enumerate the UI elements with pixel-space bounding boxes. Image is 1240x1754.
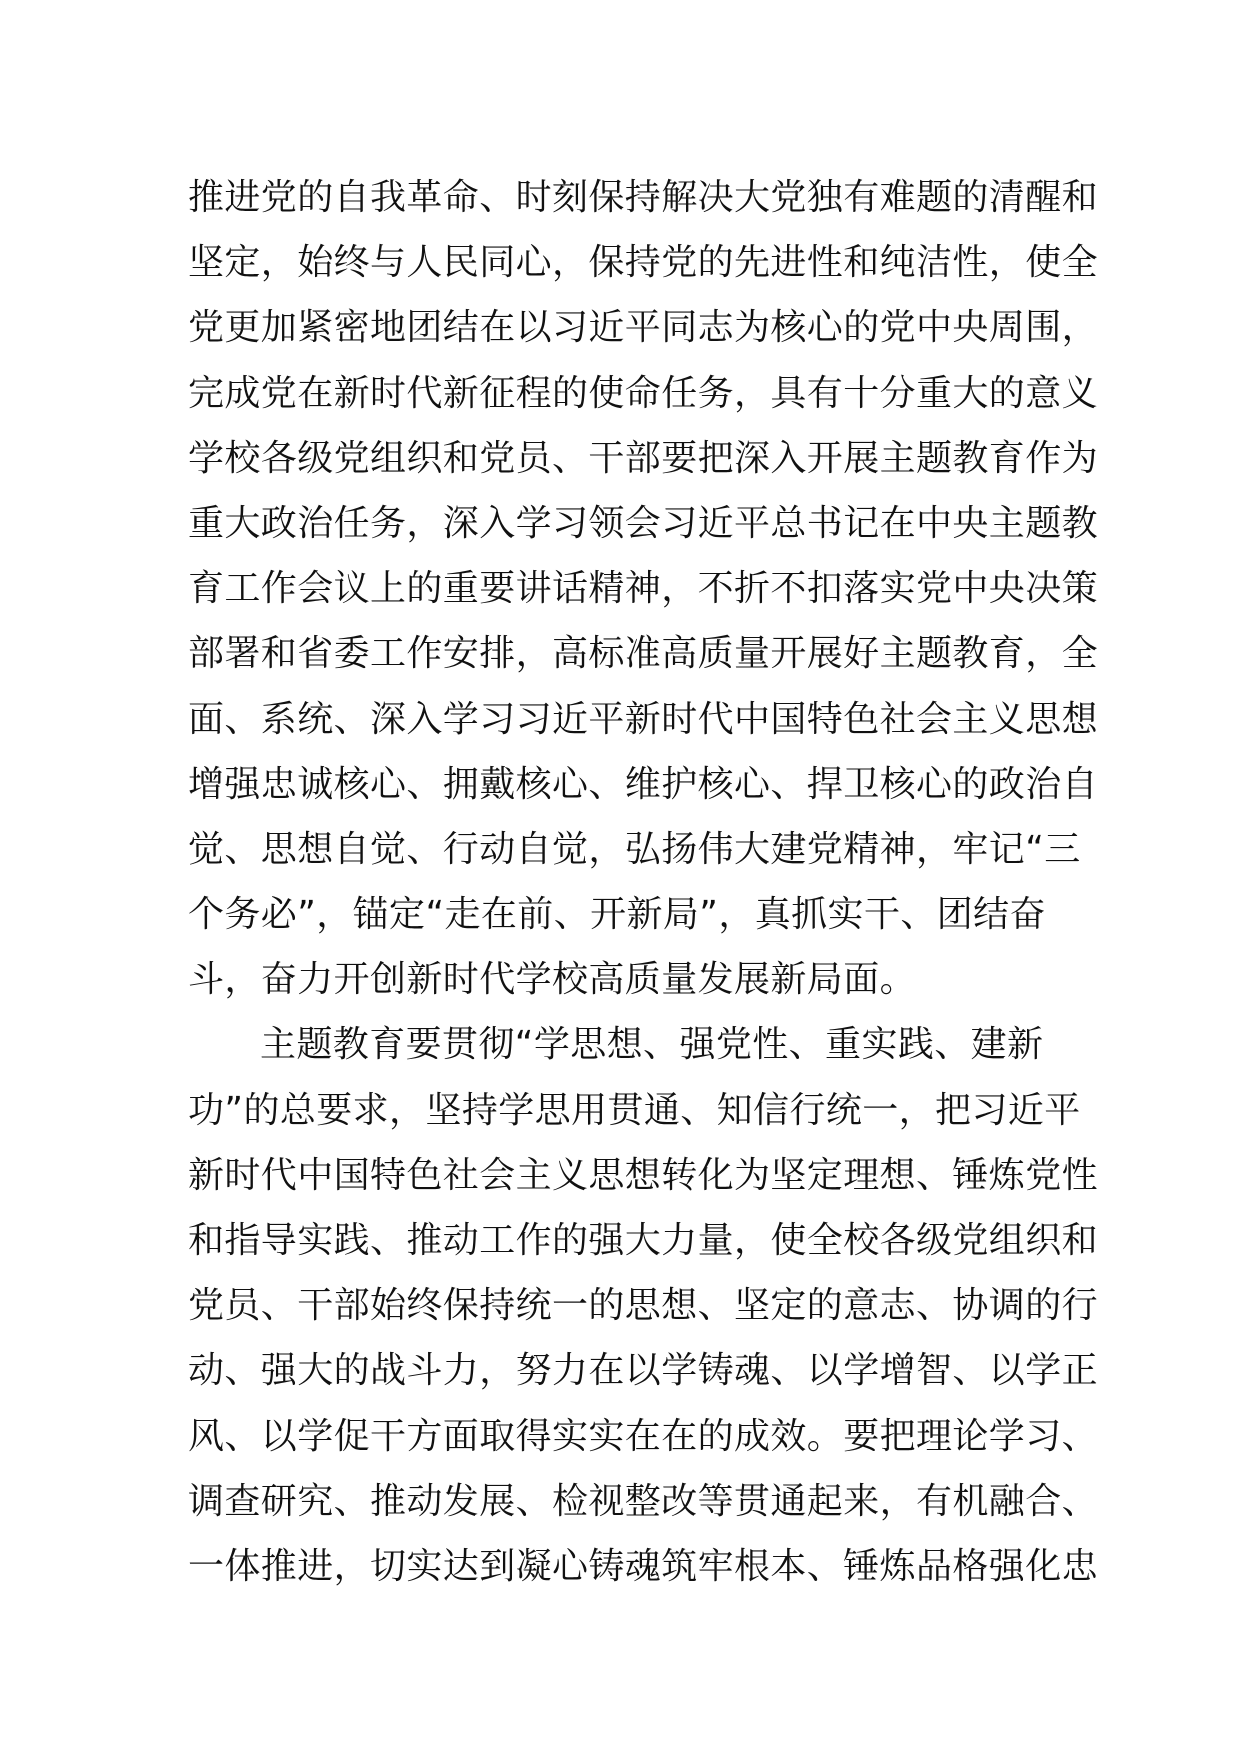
text-line: 育工作会议上的重要讲话精神，不折不扣落实党中央决策 <box>188 568 1099 610</box>
text-line: 重大政治任务，深入学习领会习近平总书记在中央主题教 <box>188 502 1099 544</box>
text-line: 推进党的自我革命、时刻保持解决大党独有难题的清醒和 <box>188 177 1099 218</box>
text-line: 党员、干部始终保持统一的思想、坚定的意志、协调的行 <box>188 1285 1099 1327</box>
paragraph-first-line: 主题教育要贯彻“学思想、强党性、重实践、建新 <box>260 1024 1044 1066</box>
text-line: 学校各级党组织和党员、干部要把深入开展主题教育作为 <box>188 437 1099 479</box>
text-line: 一体推进，切实达到凝心铸魂筑牢根本、锤炼品格强化忠 <box>188 1545 1099 1587</box>
text-line: 新时代中国特色社会主义思想转化为坚定理想、锤炼党性 <box>188 1154 1099 1196</box>
text-line: 增强忠诚核心、拥戴核心、维护核心、捍卫核心的政治自 <box>188 763 1099 805</box>
text-line: 个务必”，锚定“走在前、开新局”，真抓实干、团结奋 <box>188 894 1046 936</box>
text-line: 党更加紧密地团结在以习近平同志为核心的党中央周围， <box>188 307 1099 349</box>
text-line: 觉、思想自觉、行动自觉，弘扬伟大建党精神，牢记“三 <box>188 828 1081 870</box>
text-line: 完成党在新时代新征程的使命任务，具有十分重大的意义 <box>188 372 1099 414</box>
text-line: 面、系统、深入学习习近平新时代中国特色社会主义思想 <box>188 698 1099 740</box>
text-line: 斗，奋力开创新时代学校高质量发展新局面。 <box>188 959 917 1001</box>
text-line: 坚定，始终与人民同心，保持党的先进性和纯洁性，使全 <box>188 242 1099 284</box>
text-line: 功”的总要求，坚持学思用贯通、知信行统一，把习近平 <box>188 1089 1081 1131</box>
text-line: 和指导实践、推动工作的强大力量，使全校各级党组织和 <box>188 1220 1099 1261</box>
text-line: 调查研究、推动发展、检视整改等贯通起来，有机融合、 <box>188 1480 1099 1522</box>
text-line: 动、强大的战斗力，努力在以学铸魂、以学增智、以学正 <box>188 1350 1099 1392</box>
text-line: 风、以学促干方面取得实实在在的成效。要把理论学习、 <box>188 1415 1099 1457</box>
text-line: 部署和省委工作安排，高标准高质量开展好主题教育，全 <box>188 633 1099 675</box>
body-text <box>188 165 1099 1599</box>
